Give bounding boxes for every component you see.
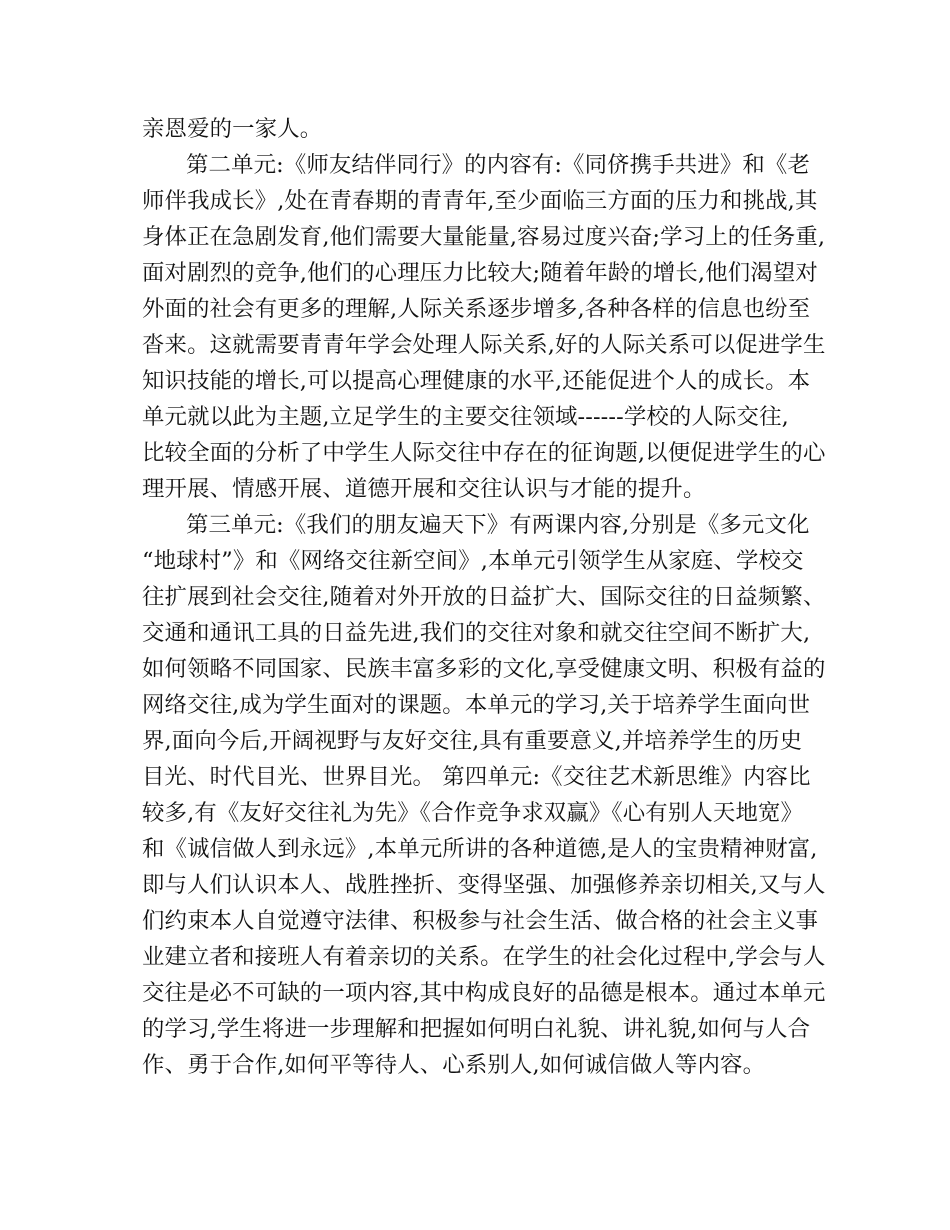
text-line: 网络交往,成为学生面对的课题。本单元的学习,关于培养学生面向世 <box>142 692 811 718</box>
text-line: 目光、时代目光、世界目光。 第四单元:《交往艺术新思维》内容比 <box>142 764 811 790</box>
text-line: 作、勇于合作,如何平等待人、心系别人,如何诚信做人等内容。 <box>142 1052 766 1078</box>
text-line: 的学习,学生将进一步理解和把握如何明白礼貌、讲礼貌,如何与人合 <box>142 1016 811 1042</box>
text-line: 业建立者和接班人有着亲切的关系。在学生的社会化过程中,学会与人 <box>142 944 826 970</box>
text-line: 较多,有《友好交往礼为先》《合作竞争求双赢》《心有别人天地宽》 <box>142 800 804 826</box>
text-line: 身体正在急剧发育,他们需要大量能量,容易过度兴奋;学习上的任务重, <box>142 224 826 250</box>
text-line: 即与人们认识本人、战胜挫折、变得坚强、加强修养亲切相关,又与人 <box>142 872 826 898</box>
text-line: 沓来。这就需要青青年学会处理人际关系,好的人际关系可以促进学生 <box>142 332 826 358</box>
text-line: 交通和通讯工具的日益先进,我们的交往对象和就交往空间不断扩大, <box>142 620 811 646</box>
text-line: 比较全面的分析了中学生人际交往中存在的征询题,以便促进学生的心 <box>142 440 826 466</box>
text-line: 往扩展到社会交往,随着对外开放的日益扩大、国际交往的日益频繁、 <box>142 584 826 610</box>
text-line: 外面的社会有更多的理解,人际关系逐步增多,各种各样的信息也纷至 <box>142 296 811 322</box>
text-line: 师伴我成长》,处在青春期的青青年,至少面临三方面的压力和挑战,其 <box>142 188 818 214</box>
text-line: 如何领略不同国家、民族丰富多彩的文化,享受健康文明、积极有益的 <box>142 656 826 682</box>
text-line: 亲恩爱的一家人。 <box>142 116 323 142</box>
text-line: 单元就以此为主题,立足学生的主要交往领域------学校的人际交往, <box>142 404 789 430</box>
text-line: 和《诚信做人到永远》,本单元所讲的各种道德,是人的宝贵精神财富, <box>142 836 818 862</box>
text-line: 交往是必不可缺的一项内容,其中构成良好的品德是根本。通过本单元 <box>142 980 826 1006</box>
text-line: 第三单元:《我们的朋友遍天下》有两课内容,分别是《多元文化 <box>186 512 810 538</box>
text-line: 第二单元:《师友结伴同行》的内容有:《同侪携手共进》和《老 <box>186 152 810 178</box>
text-line: “地球村”》和《网络交往新空间》,本单元引领学生从家庭、学校交 <box>142 548 804 574</box>
text-line: 界,面向今后,开阔视野与友好交往,具有重要意义,并培养学生的历史 <box>142 728 803 754</box>
text-line: 理开展、情感开展、道德开展和交往认识与才能的提升。 <box>142 476 706 502</box>
text-line: 们约束本人自觉遵守法律、积极参与社会生活、做合格的社会主义事 <box>142 908 819 934</box>
text-line: 面对剧烈的竞争,他们的心理压力比较大;随着年龄的增长,他们渴望对 <box>142 260 818 286</box>
text-line: 知识技能的增长,可以提高心理健康的水平,还能促进个人的成长。本 <box>142 368 811 394</box>
